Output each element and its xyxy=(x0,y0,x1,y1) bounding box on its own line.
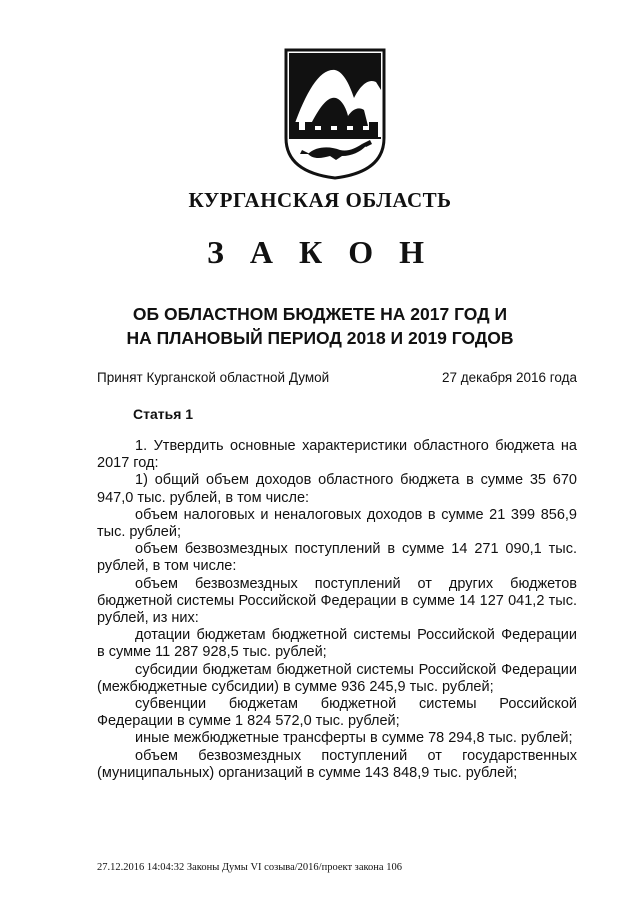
adoption-date: 27 декабря 2016 года xyxy=(441,370,577,385)
file-stamp: 27.12.2016 14:04:32 Законы Думы VI созыва/2016/проект закона 106 xyxy=(97,862,402,873)
article-paragraph: объем безвозмездных поступлений от других бюджетов бюджетной системы Российской Федерации в сумме 14 127 041,2 тыс. рублей, из них: xyxy=(97,575,577,627)
adoption-line xyxy=(97,370,577,385)
article-heading: Статья 1 xyxy=(133,406,194,422)
law-title-line-1: ОБ ОБЛАСТНОМ БЮДЖЕТЕ НА 2017 ГОД И xyxy=(132,304,508,324)
article-paragraph: иные межбюджетные трансферты в сумме 78 294,8 тыс. рублей; xyxy=(135,730,573,747)
article-paragraph: дотации бюджетам бюджетной системы Российской Федерации в сумме 11 287 928,5 тыс. рублей; xyxy=(97,627,577,661)
document-type: З А К О Н xyxy=(207,234,433,270)
article-paragraph: субсидии бюджетам бюджетной системы Российской Федерации (межбюджетные субсидии) в сумме 936 245,9 тыс. рублей; xyxy=(97,661,577,695)
article-paragraph: объем безвозмездных поступлений в сумме 14 271 090,1 тыс. рублей, в том числе: xyxy=(97,541,577,575)
article-paragraph: 1) общий объем доходов областного бюджета в сумме 35 670 947,0 тыс. рублей, в том числе: xyxy=(97,472,577,506)
law-title xyxy=(0,302,640,350)
article-paragraph: объем безвозмездных поступлений от государственных (муниципальных) организаций в сумме 143 848,9 тыс. рублей; xyxy=(97,747,577,781)
article-paragraph: 1. Утвердить основные характеристики областного бюджета на 2017 год: xyxy=(97,438,577,472)
kurgan-oblast-coat-of-arms-icon xyxy=(280,46,390,182)
law-title-line-2: НА ПЛАНОВЫЙ ПЕРИОД 2018 И 2019 ГОДОВ xyxy=(126,328,514,348)
region-name: КУРГАНСКАЯ ОБЛАСТЬ xyxy=(188,188,452,212)
article-paragraph: объем налоговых и неналоговых доходов в сумме 21 399 856,9 тыс. рублей; xyxy=(97,506,577,541)
adopted-by: Принят Курганской областной Думой xyxy=(97,370,330,385)
article-paragraph: субвенции бюджетам бюджетной системы Российской Федерации в сумме 1 824 572,0 тыс. рублей; xyxy=(97,696,577,730)
article-body xyxy=(97,438,577,782)
